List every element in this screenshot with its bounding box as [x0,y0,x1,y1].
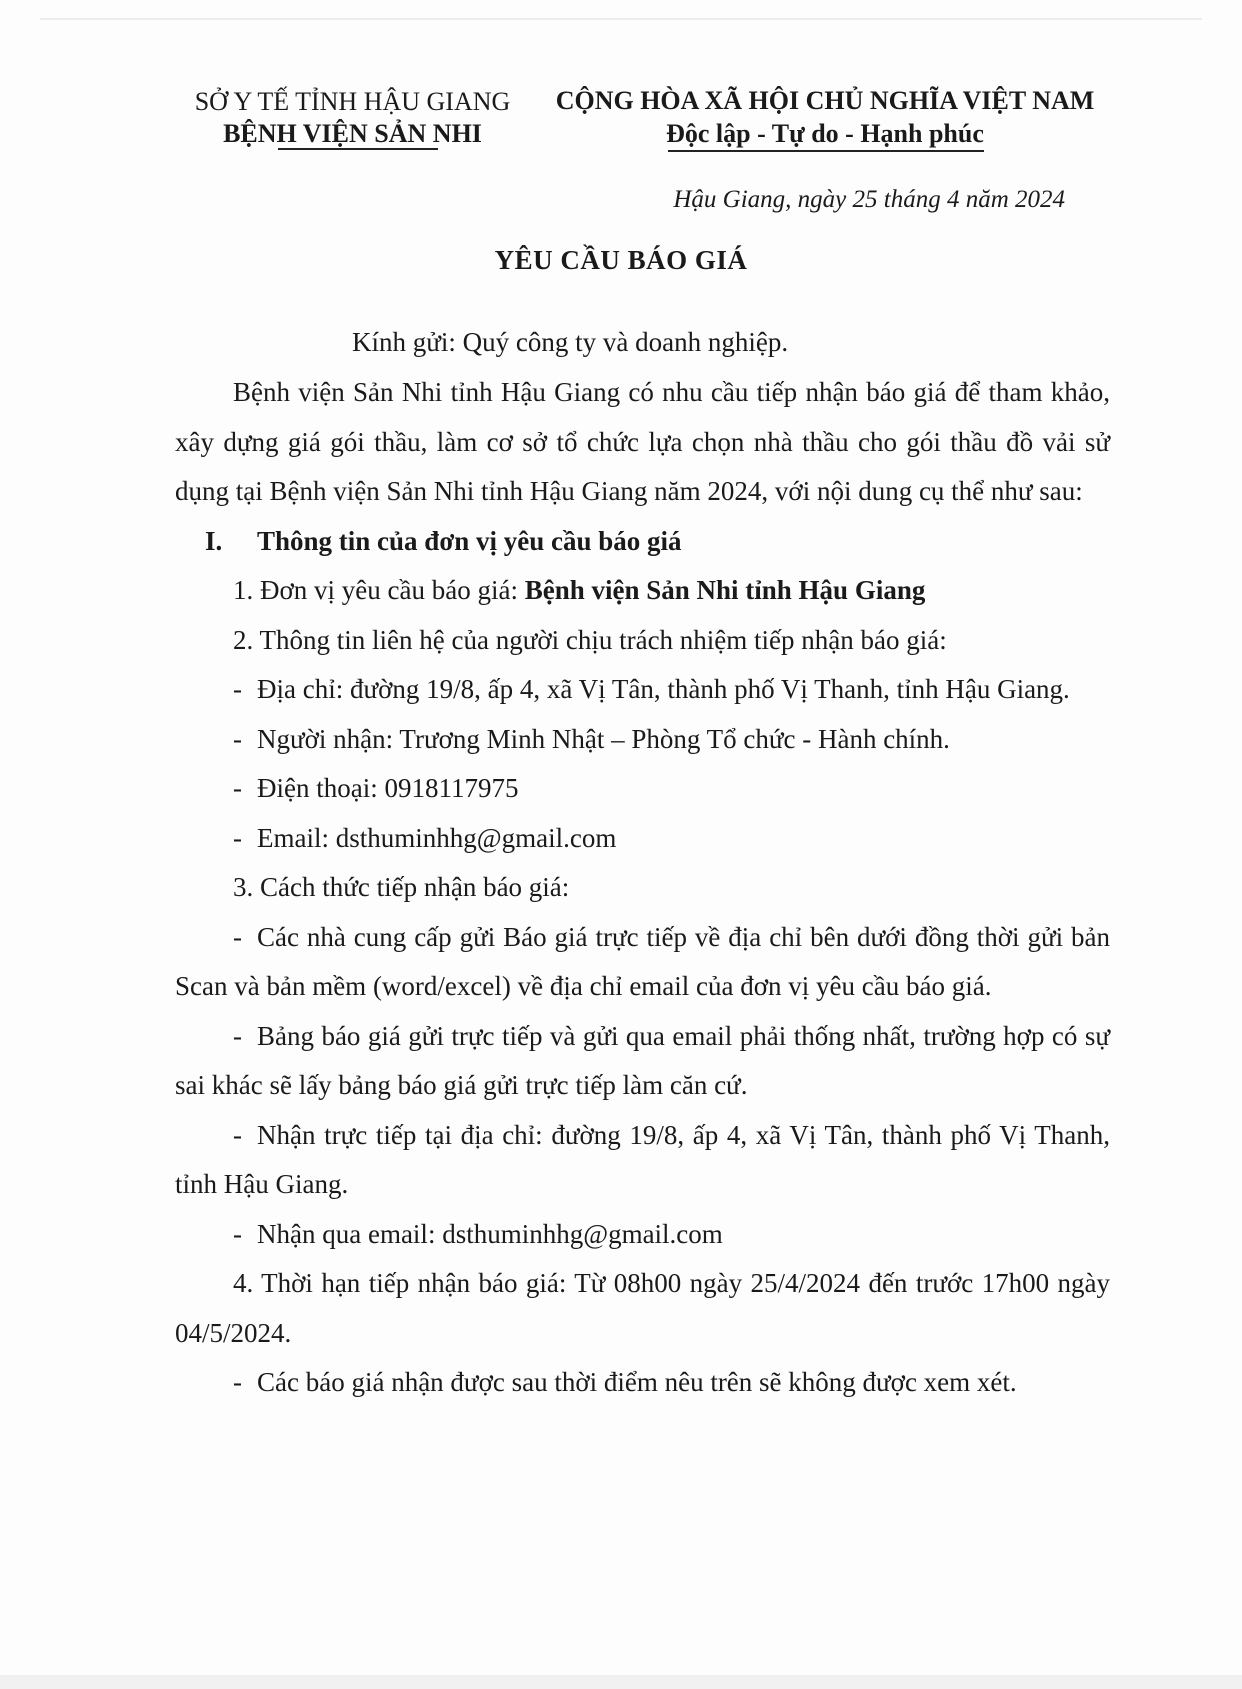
bullet-dash: - [233,674,242,704]
final-bullet [175,1358,1110,1408]
final-bullet-text: Các báo giá nhận được sau thời điểm nêu trên sẽ không được xem xét. [257,1367,1017,1397]
item-2: 2. Thông tin liên hệ của người chịu trách nhiệm tiếp nhận báo giá: [233,624,947,655]
agency-header [180,86,525,150]
contact-email [175,814,1110,864]
contact-address-text: Địa chỉ: đường 19/8, ấp 4, xã Vị Tân, thành phố Vị Thanh, tỉnh Hậu Giang. [257,674,1070,704]
method-bullet-2 [175,1012,1110,1111]
bullet-dash: - [233,1367,242,1397]
bullet-dash: - [233,1218,242,1249]
bullet-dash: - [233,921,242,952]
bullet-dash: - [233,822,242,853]
item-3: 3. Cách thức tiếp nhận báo giá: [233,872,570,902]
bullet-dash: - [233,723,242,754]
document-body [175,368,1110,1408]
contact-recipient [175,715,1110,765]
method-bullet-3 [175,1111,1110,1210]
national-title: CỘNG HÒA XÃ HỘI CHỦ NGHĨA VIỆT NAM [555,86,1095,115]
document-title: YÊU CẦU BÁO GIÁ [494,245,748,275]
scan-edge-bottom [0,1675,1242,1689]
scan-edge-top [40,18,1202,20]
intro-paragraph: Bệnh viện Sản Nhi tỉnh Hậu Giang có nhu cầu tiếp nhận báo giá để tham khảo, xây dựng giá gói thầu, làm cơ sở tổ chức lựa chọn nhà thầu cho gói thầu đồ vải sử dụng tại Bệnh viện Sản Nhi tỉnh Hậu Giang năm 2024, với nội dung cụ thể như sau: [175,377,1110,506]
item-4: 4. Thời hạn tiếp nhận báo giá: Từ 08h00 ngày 25/4/2024 đến trước 17h00 ngày 04/5/2024. [175,1268,1110,1348]
method-bullet-4-text: Nhận qua email: dsthuminhhg@gmail.com [257,1218,723,1249]
contact-phone-text: Điện thoại: 0918117975 [257,773,519,803]
section-title: Thông tin của đơn vị yêu cầu báo giá [257,525,682,556]
method-bullet-4 [175,1210,1110,1260]
national-header [540,84,1110,150]
item-1-label: 1. Đơn vị yêu cầu báo giá: [233,575,525,605]
contact-email-text: Email: dsthuminhhg@gmail.com [257,822,617,853]
method-bullet-2-text: Bảng báo giá gửi trực tiếp và gửi qua email phải thống nhất, trường hợp có sự sai khác sẽ lấy bảng báo giá gửi trực tiếp làm căn cứ. [175,1020,1110,1100]
agency-underline [278,148,438,150]
section-numeral: I. [205,525,223,556]
contact-address [175,665,1110,715]
bullet-dash: - [233,1119,242,1150]
salutation: Kính gửi: Quý công ty và doanh nghiệp. [352,327,789,357]
agency-name: BỆNH VIỆN SẢN NHI [223,119,482,148]
item-1-value: Bệnh viện Sản Nhi tỉnh Hậu Giang [524,575,926,605]
method-bullet-1-text: Các nhà cung cấp gửi Báo giá trực tiếp về địa chỉ bên dưới đồng thời gửi bản Scan và bản mềm (word/excel) về địa chỉ email của đơn vị yêu cầu báo giá. [175,921,1110,1001]
section-heading [175,517,1110,567]
national-motto: Độc lập - Tự do - Hạnh phúc [666,119,984,148]
agency-parent: SỞ Y TẾ TỈNH HẬU GIANG [194,87,511,116]
bullet-dash: - [233,1020,242,1051]
bullet-dash: - [233,773,242,803]
document-date: Hậu Giang, ngày 25 tháng 4 năm 2024 [673,186,1065,213]
contact-phone [175,764,1110,814]
contact-recipient-text: Người nhận: Trương Minh Nhật – Phòng Tổ chức - Hành chính. [257,723,950,754]
item-1 [175,566,1110,616]
method-bullet-3-text: Nhận trực tiếp tại địa chỉ: đường 19/8, ấp 4, xã Vị Tân, thành phố Vị Thanh, tỉnh Hậu Giang. [175,1119,1110,1199]
method-bullet-1 [175,913,1110,1012]
motto-underline [668,150,984,152]
